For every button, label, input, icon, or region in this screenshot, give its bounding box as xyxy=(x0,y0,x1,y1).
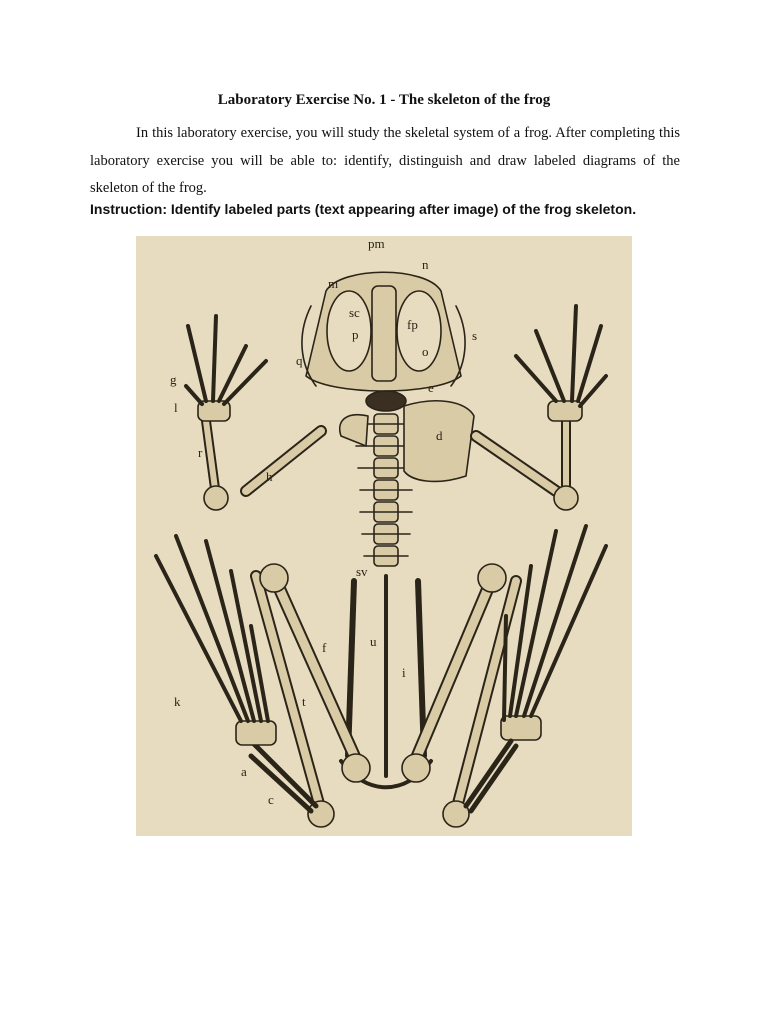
label-h: h xyxy=(266,469,273,484)
label-a: a xyxy=(241,764,247,779)
label-fp: fp xyxy=(407,317,418,332)
frog-skeleton-figure xyxy=(136,236,632,836)
label-e: e xyxy=(428,380,434,395)
label-pm: pm xyxy=(368,236,385,251)
label-c: c xyxy=(268,792,274,807)
label-p: p xyxy=(352,327,359,342)
intro-paragraph: In this laboratory exercise, you will study the skeletal system of a frog. After completing this laboratory exercise you will be able to: identify, distinguish and draw labeled diagrams of the skeleton of the frog. xyxy=(90,125,680,196)
label-g: g xyxy=(170,372,177,387)
instruction-text: Instruction: Identify labeled parts (text appearing after image) of the frog skeleton. xyxy=(90,201,637,217)
label-f: f xyxy=(322,640,327,655)
label-d: d xyxy=(436,428,443,443)
label-s: s xyxy=(472,328,478,343)
label-m: m xyxy=(328,276,339,291)
label-sc: sc xyxy=(349,305,360,320)
label-o: o xyxy=(422,344,429,359)
label-r: r xyxy=(198,445,203,460)
label-sv: sv xyxy=(356,564,368,579)
label-n: n xyxy=(422,257,429,272)
label-t: t xyxy=(302,694,306,709)
label-q: q xyxy=(296,353,303,368)
document-title: Laboratory Exercise No. 1 - The skeleton of the frog xyxy=(217,92,551,108)
frog-skeleton-illustration xyxy=(136,236,632,836)
label-k: k xyxy=(174,694,181,709)
label-i: i xyxy=(402,665,406,680)
label-l: l xyxy=(174,400,178,415)
label-u: u xyxy=(370,634,377,649)
